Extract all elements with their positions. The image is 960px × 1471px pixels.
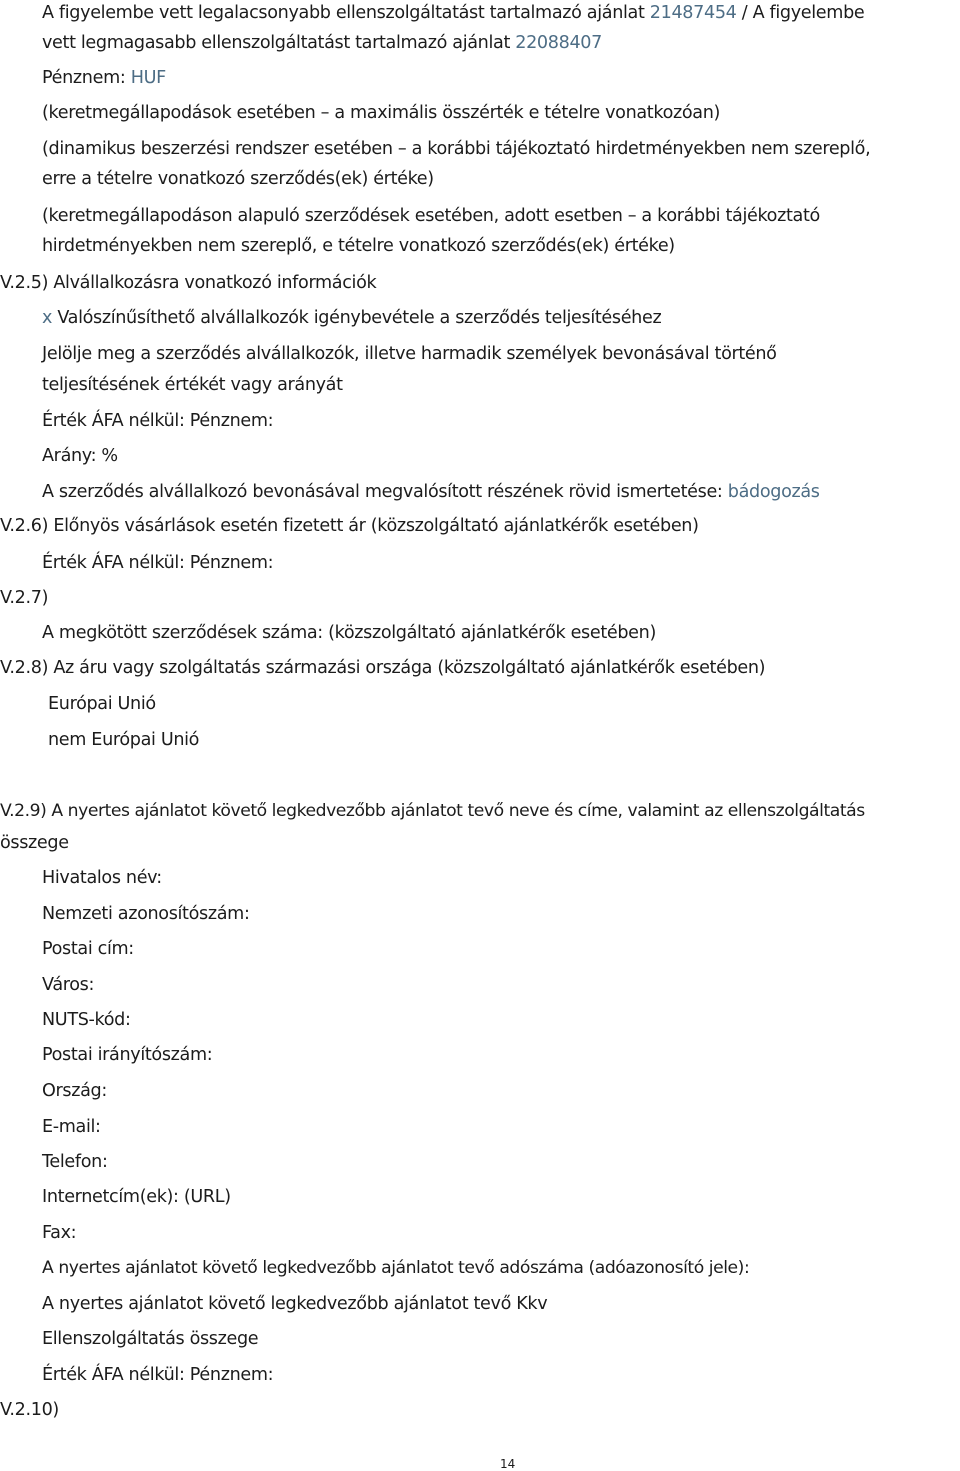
field-national-id: Nemzeti azonosítószám: bbox=[42, 904, 250, 924]
section-v29-heading-line-1: V.2.9) A nyertes ajánlatot követő legkedvezőbb ajánlatot tevő neve és címe, valamint az ellenszolgáltatás bbox=[0, 801, 865, 821]
field-value-without-vat: Érték ÁFA nélkül: Pénznem: bbox=[42, 1365, 274, 1385]
currency-line bbox=[42, 67, 166, 89]
subcontracting-instruction-line-1: Jelölje meg a szerződés alvállalkozók, illetve harmadik személyek bevonásával történő bbox=[42, 344, 777, 364]
lowest-offer-value: 21487454 bbox=[649, 3, 737, 23]
currency-label: Pénznem: bbox=[42, 68, 126, 88]
highest-offer-line bbox=[42, 32, 602, 54]
field-sme: A nyertes ajánlatot követő legkedvezőbb ajánlatot tevő Kkv bbox=[42, 1294, 548, 1314]
framework-note: (keretmegállapodások esetében – a maximális összérték e tételre vonatkozóan) bbox=[42, 103, 721, 123]
lowest-offer-label: A figyelembe vett legalacsonyabb ellenszolgáltatást tartalmazó ajánlat bbox=[42, 3, 645, 23]
highest-offer-label: / A figyelembe bbox=[741, 3, 865, 23]
section-v210-heading: V.2.10) bbox=[0, 1400, 59, 1420]
subcontracting-instruction-line-2: teljesítésének értékét vagy arányát bbox=[42, 375, 343, 395]
field-tax-number: A nyertes ajánlatot követő legkedvezőbb ajánlatot tevő adószáma (adóazonosító jele): bbox=[42, 1258, 750, 1278]
section-v26-heading: V.2.6) Előnyös vásárlások esetén fizetett ár (közszolgáltató ajánlatkérők esetében) bbox=[0, 516, 699, 536]
field-url: Internetcím(ek): (URL) bbox=[42, 1187, 231, 1207]
highest-offer-label-cont: vett legmagasabb ellenszolgáltatást tartalmazó ajánlat bbox=[42, 33, 510, 53]
subcontracting-summary-value: bádogozás bbox=[727, 482, 820, 502]
dps-note-line-1: (dinamikus beszerzési rendszer esetében – a korábbi tájékoztató hirdetményekben nem szereplő, bbox=[42, 139, 871, 159]
bargain-value-line: Érték ÁFA nélkül: Pénznem: bbox=[42, 553, 274, 573]
subcontracting-value-line: Érték ÁFA nélkül: Pénznem: bbox=[42, 411, 274, 431]
origin-option-non-eu: nem Európai Unió bbox=[48, 730, 200, 750]
field-email: E-mail: bbox=[42, 1117, 101, 1137]
field-fax: Fax: bbox=[42, 1223, 77, 1243]
field-nuts-code: NUTS-kód: bbox=[42, 1010, 131, 1030]
currency-value: HUF bbox=[130, 68, 166, 88]
lowest-offer-line bbox=[42, 2, 864, 24]
field-postal-code: Postai irányítószám: bbox=[42, 1045, 213, 1065]
dps-note-line-2: erre a tételre vonatkozó szerződés(ek) értéke) bbox=[42, 169, 434, 189]
origin-option-eu: Európai Unió bbox=[48, 694, 156, 714]
section-v29-heading-line-2: összege bbox=[0, 833, 69, 853]
subcontracting-summary-label: A szerződés alvállalkozó bevonásával megvalósított részének rövid ismertetése: bbox=[42, 482, 723, 502]
framework-contract-note-line-2: hirdetményekben nem szereplő, e tételre vonatkozó szerződés(ek) értéke) bbox=[42, 236, 675, 256]
field-consideration-total: Ellenszolgáltatás összege bbox=[42, 1329, 259, 1349]
field-country: Ország: bbox=[42, 1081, 107, 1101]
framework-contract-note-line-1: (keretmegállapodáson alapuló szerződések esetében, adott esetben – a korábbi tájékoztató bbox=[42, 206, 820, 226]
section-v25-heading: V.2.5) Alvállalkozásra vonatkozó információk bbox=[0, 273, 377, 293]
field-city: Város: bbox=[42, 975, 95, 995]
subcontracting-ratio-line: Arány: % bbox=[42, 446, 118, 466]
highest-offer-value: 22088407 bbox=[515, 33, 602, 53]
page-number: 14 bbox=[500, 1457, 516, 1471]
section-v28-heading: V.2.8) Az áru vagy szolgáltatás származási országa (közszolgáltató ajánlatkérők esetében) bbox=[0, 658, 766, 678]
subcontracting-checkbox-mark[interactable]: x bbox=[42, 308, 53, 328]
field-postal-address: Postai cím: bbox=[42, 939, 134, 959]
contracts-count-line: A megkötött szerződések száma: (közszolgáltató ajánlatkérők esetében) bbox=[42, 623, 656, 643]
field-official-name: Hivatalos név: bbox=[42, 868, 162, 888]
subcontracting-checkbox-label: Valószínűsíthető alvállalkozók igénybevétele a szerződés teljesítéséhez bbox=[57, 308, 662, 328]
subcontracting-checkbox-line bbox=[42, 307, 661, 329]
section-v27-heading: V.2.7) bbox=[0, 588, 49, 608]
subcontracting-summary-line bbox=[42, 481, 820, 503]
field-phone: Telefon: bbox=[42, 1152, 108, 1172]
